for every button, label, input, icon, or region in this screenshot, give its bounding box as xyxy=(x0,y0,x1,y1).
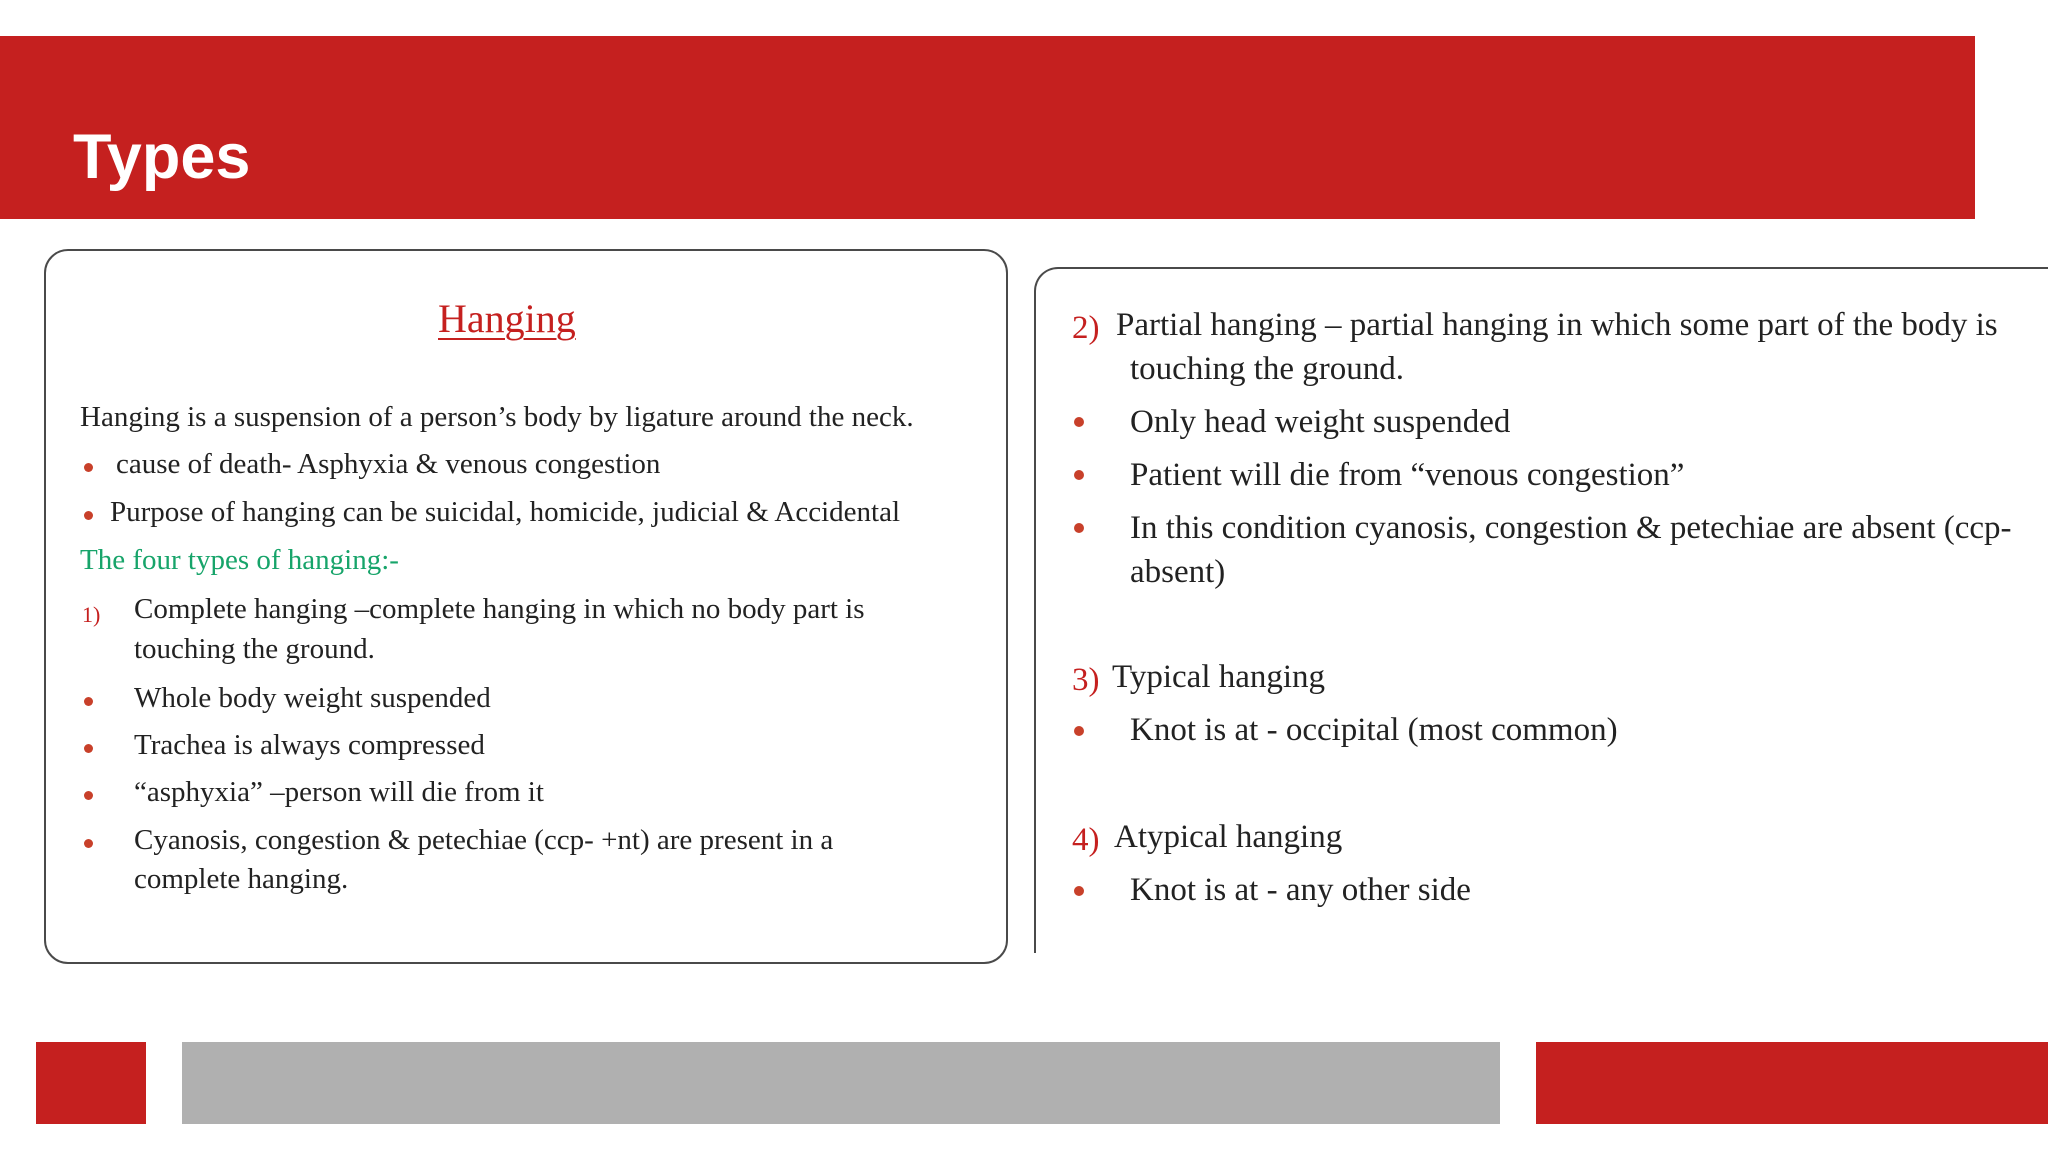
footer-red-bar xyxy=(1536,1042,2048,1124)
item-number: 3) xyxy=(1072,662,1100,698)
title-bar xyxy=(0,36,1975,219)
hanging-types-card xyxy=(1034,267,2048,953)
bullet-dot xyxy=(1074,523,1084,533)
bullet-knot-occipital: Knot is at - occipital (most common) xyxy=(1130,712,1618,748)
bullet-asphyxia: “asphyxia” –person will die from it xyxy=(134,776,544,808)
bullet-venous-congestion: Patient will die from “venous congestion” xyxy=(1130,457,1685,493)
typical-hanging-title: Typical hanging xyxy=(1112,659,1326,695)
partial-hanging-line2: touching the ground. xyxy=(1130,351,1405,387)
slide-title: Types xyxy=(73,122,251,192)
bullet-trachea: Trachea is always compressed xyxy=(134,729,485,761)
bullet-dot xyxy=(1074,886,1084,896)
bullet-dot xyxy=(1074,417,1084,427)
bullet-whole-body: Whole body weight suspended xyxy=(134,682,491,714)
footer-red-square xyxy=(36,1042,146,1124)
item-number: 2) xyxy=(1072,310,1100,346)
footer-grey-bar xyxy=(182,1042,1500,1124)
bullet-head-weight: Only head weight suspended xyxy=(1130,404,1511,440)
bullet-dot xyxy=(84,511,93,520)
bullet-ccp-absent-line1: In this condition cyanosis, congestion & petechiae are absent (ccp- xyxy=(1130,510,2012,546)
card-heading: Hanging xyxy=(438,296,576,341)
atypical-hanging-title: Atypical hanging xyxy=(1114,819,1343,855)
hanging-definition-card xyxy=(44,249,1008,964)
item-number: 1) xyxy=(82,602,101,627)
four-types-subheading: The four types of hanging:- xyxy=(80,544,399,576)
bullet-cyanosis-line2: complete hanging. xyxy=(134,863,349,895)
partial-hanging-line1: Partial hanging – partial hanging in which some part of the body is xyxy=(1116,307,1998,343)
bullet-dot xyxy=(84,839,93,848)
bullet-purpose: Purpose of hanging can be suicidal, homicide, judicial & Accidental xyxy=(110,496,901,528)
bullet-knot-other-side: Knot is at - any other side xyxy=(1130,872,1471,908)
bullet-dot xyxy=(84,463,93,472)
bullet-dot xyxy=(1074,470,1084,480)
item-number: 4) xyxy=(1072,822,1100,858)
bullet-dot xyxy=(1074,726,1084,736)
complete-hanging-line2: touching the ground. xyxy=(134,633,375,665)
complete-hanging-line1: Complete hanging –complete hanging in which no body part is xyxy=(134,593,865,625)
definition-text: Hanging is a suspension of a person’s body by ligature around the neck. xyxy=(80,401,914,433)
bullet-dot xyxy=(84,697,93,706)
bullet-ccp-absent-line2: absent) xyxy=(1130,554,1226,590)
bullet-dot xyxy=(84,791,93,800)
bullet-cause-of-death: cause of death- Asphyxia & venous congestion xyxy=(116,448,661,480)
bullet-cyanosis-line1: Cyanosis, congestion & petechiae (ccp- +nt) are present in a xyxy=(134,824,834,856)
bullet-dot xyxy=(84,744,93,753)
